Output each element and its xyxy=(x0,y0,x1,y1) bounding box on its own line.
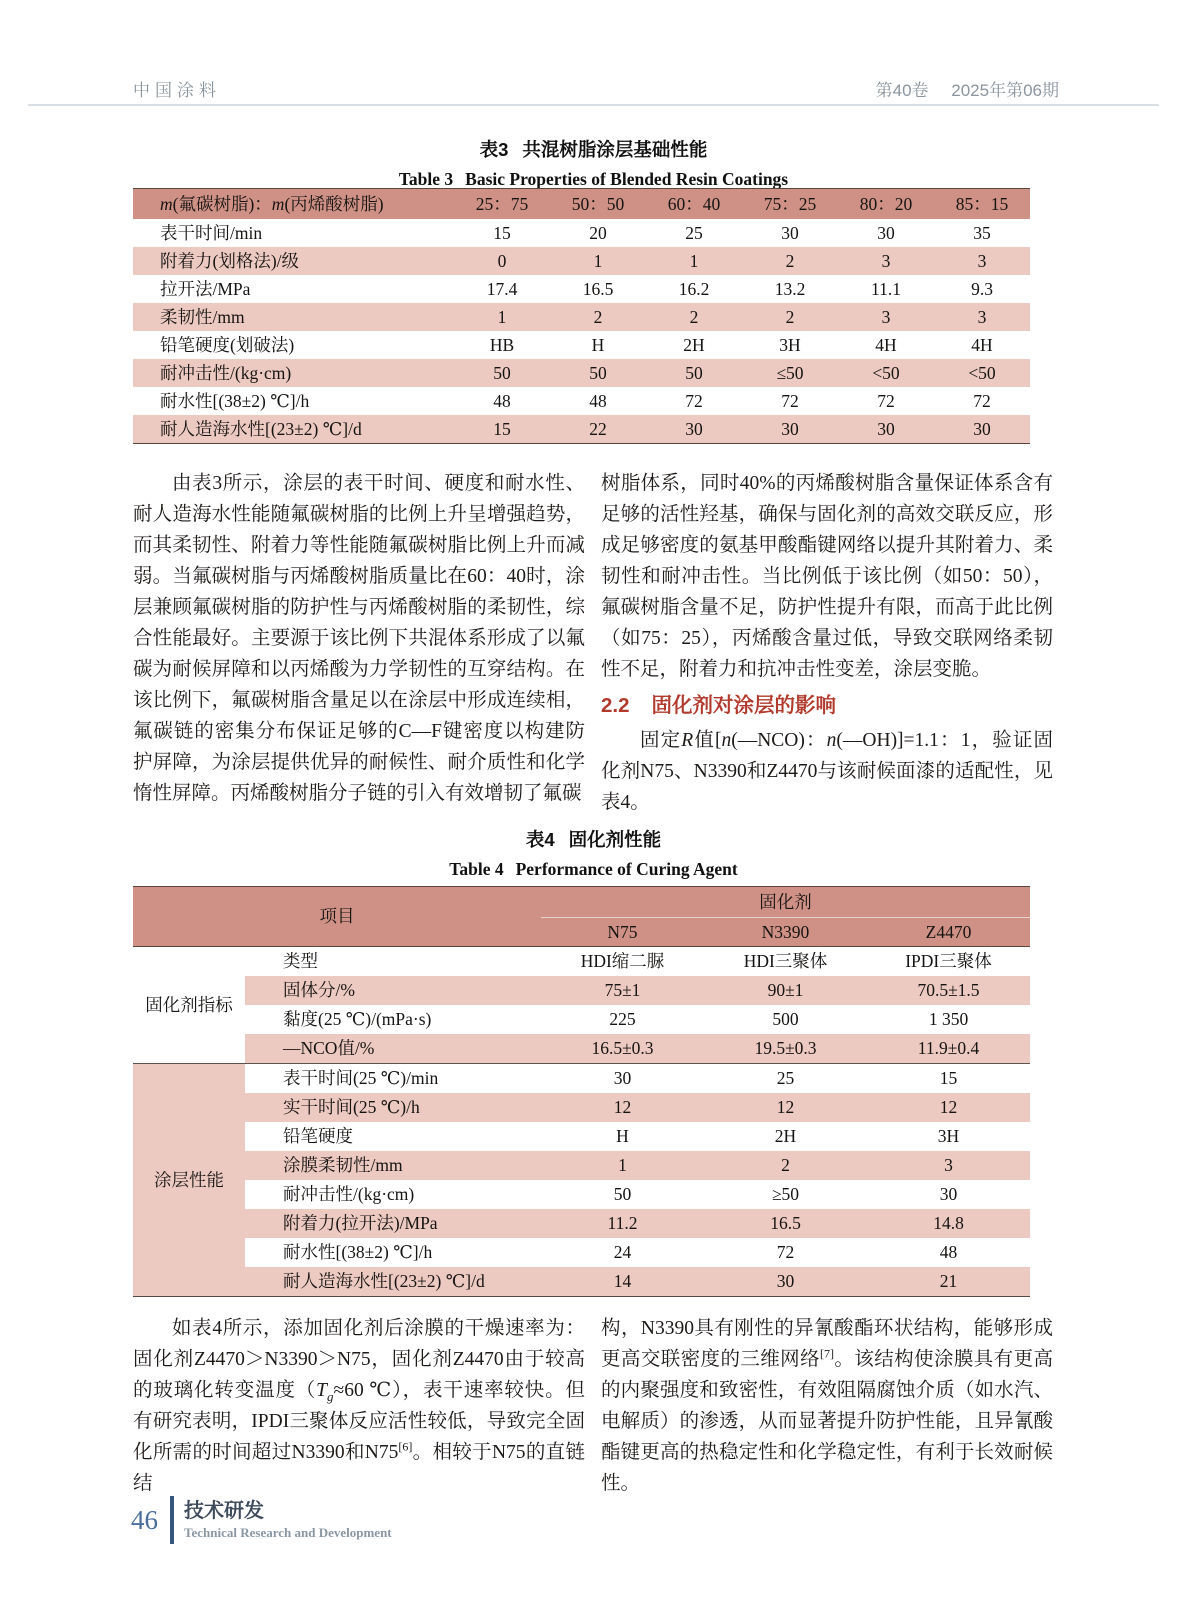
cell: 30 xyxy=(541,1064,704,1094)
right-column xyxy=(601,468,1053,818)
table-row xyxy=(133,1180,1030,1209)
cell: 16.5 xyxy=(704,1209,867,1238)
row-label: 固体分/% xyxy=(245,976,541,1005)
cell: 12 xyxy=(867,1093,1030,1122)
table3-caption xyxy=(0,136,1187,192)
cell: 25 xyxy=(704,1064,867,1094)
header-rule xyxy=(28,104,1159,106)
page-footer xyxy=(131,1496,392,1544)
cell: 15 xyxy=(867,1064,1030,1094)
cell: 2 xyxy=(689,306,699,327)
table-row xyxy=(133,331,1030,359)
ratio-header: 25：75 xyxy=(454,189,550,220)
table3-header-row xyxy=(133,189,1030,220)
cell: 20 xyxy=(589,222,607,243)
table-row xyxy=(133,1151,1030,1180)
text-run: 如表4所示，添加固化剂后涂膜的干燥速率为：固化剂Z4470＞N3390＞N75，固化剂Z4470由于较高的玻璃化转变温度（ xyxy=(133,1318,585,1401)
cell: 2 xyxy=(593,306,603,327)
text-run: 值[ xyxy=(693,730,722,751)
cell: HB xyxy=(489,334,515,355)
symbol-R: R xyxy=(681,730,694,751)
section-number: 2.2 xyxy=(601,694,630,717)
row-label: 铅笔硬度 xyxy=(245,1122,541,1151)
cell: 3 xyxy=(977,306,987,327)
cell: 2H xyxy=(704,1122,867,1151)
symbol-n: n xyxy=(826,730,837,751)
row-label: 铅笔硬度(划破法) xyxy=(160,334,295,355)
cell: 15 xyxy=(493,418,511,439)
cell: 72 xyxy=(704,1238,867,1267)
issue-info xyxy=(858,76,1059,101)
cell: 30 xyxy=(685,418,703,439)
row-label: 耐水性[(38±2) ℃]/h xyxy=(245,1238,541,1267)
reference-7: [7] xyxy=(820,1346,834,1361)
ratio-header: 80：20 xyxy=(838,189,934,220)
cell: 3 xyxy=(867,1151,1030,1180)
body-columns-2 xyxy=(133,1313,1053,1499)
header-text: (氟碳树脂)： xyxy=(172,193,272,214)
cell: 225 xyxy=(541,1005,704,1034)
cell: 4H xyxy=(875,334,897,355)
cell: 11.1 xyxy=(871,278,901,299)
cell: 1 350 xyxy=(867,1005,1030,1034)
cell: 12 xyxy=(704,1093,867,1122)
agent-header: N3390 xyxy=(704,918,867,947)
table4-caption xyxy=(0,826,1187,882)
table-row xyxy=(133,1093,1030,1122)
table-row xyxy=(133,359,1030,387)
text-run: (—NCO)： xyxy=(731,730,827,751)
table4-caption-en xyxy=(0,856,1187,882)
row-label: 附着力(拉开法)/MPa xyxy=(245,1209,541,1238)
cell: 50 xyxy=(685,362,703,383)
table-row xyxy=(133,1064,1030,1094)
footer-section xyxy=(184,1499,392,1541)
table3-caption-zh xyxy=(0,136,1187,164)
cell: 30 xyxy=(867,1180,1030,1209)
ratio-header: 50：50 xyxy=(550,189,646,220)
text-run: ≈60 ℃），表干速率较快。但有研究表明，IPDI三聚体反应活性较低，导致完全固化所需的时间超过N3390和N75 xyxy=(133,1380,585,1463)
cell: 500 xyxy=(704,1005,867,1034)
row-label: 实干时间(25 ℃)/h xyxy=(245,1093,541,1122)
footer-section-zh: 技术研发 xyxy=(184,1500,264,1522)
cell: 17.4 xyxy=(486,278,518,299)
cell: 0 xyxy=(497,250,507,271)
table-row xyxy=(133,1122,1030,1151)
paragraph: 由表3所示，涂层的表干时间、硬度和耐水性、耐人造海水性能随氟碳树脂的比例上升呈增强趋势，而其柔韧性、附着力等性能随氟碳树脂比例上升而减弱。当氟碳树脂与丙烯酸树脂质量比在60：40时，涂层兼顾氟碳树脂的防护性与丙烯酸树脂的柔韧性，综合性能最好。主要源于该比例下共混体系形成了以氟碳为耐候屏障和以丙烯酸为力学韧性的互穿结构。在该比例下，氟碳树脂含量足以在涂层中形成连续相，氟碳链的密集分布保证足够的C—F键密度以构建防护屏障，为涂层提供优异的耐候性、耐介质性和化学惰性屏障。丙烯酸树脂分子链的引入有效增韧了氟碳 xyxy=(133,473,585,804)
row-label: 类型 xyxy=(283,951,318,972)
paragraph xyxy=(601,725,1053,818)
table4-caption-zh-label: 表4 xyxy=(525,829,555,850)
ratio-header: 75：25 xyxy=(742,189,838,220)
cell: 50 xyxy=(589,362,607,383)
cell: <50 xyxy=(872,362,900,383)
journal-name: 中国涂料 xyxy=(133,81,221,100)
symbol-n: n xyxy=(721,730,732,751)
cell: 1 xyxy=(593,250,603,271)
table-row xyxy=(133,1209,1030,1238)
cell: 25 xyxy=(685,222,703,243)
table3-header-label xyxy=(133,189,454,220)
cell: 22 xyxy=(589,418,607,439)
table3-caption-zh-text: 共混树脂涂层基础性能 xyxy=(522,139,708,160)
header-text: (丙烯酸树脂) xyxy=(284,193,384,214)
cell: 48 xyxy=(493,390,511,411)
cell: ≤50 xyxy=(776,362,804,383)
cell: 30 xyxy=(877,418,895,439)
cell: 72 xyxy=(877,390,895,411)
cell: 3 xyxy=(881,306,891,327)
table-row xyxy=(133,219,1030,247)
cell: 50 xyxy=(541,1180,704,1209)
cell: 30 xyxy=(877,222,895,243)
cell: 30 xyxy=(781,418,799,439)
table-row xyxy=(133,1238,1030,1267)
cell: 3 xyxy=(977,250,987,271)
cell: 16.5±0.3 xyxy=(541,1034,704,1064)
items-header: 项目 xyxy=(133,887,541,947)
footer-section-en: Technical Research and Development xyxy=(184,1525,392,1540)
running-head xyxy=(133,76,1059,101)
cell: 90±1 xyxy=(704,976,867,1005)
agent-header: Z4470 xyxy=(867,918,1030,947)
cell: 75±1 xyxy=(541,976,704,1005)
cell: 2H xyxy=(683,334,705,355)
table-row xyxy=(133,415,1030,444)
symbol-m: m xyxy=(271,193,285,214)
ratio-header: 85：15 xyxy=(934,189,1030,220)
cell: 19.5±0.3 xyxy=(704,1034,867,1064)
row-label: 耐水性[(38±2) ℃]/h xyxy=(160,390,310,411)
cell: 30 xyxy=(781,222,799,243)
paragraph xyxy=(133,1313,585,1499)
cell: 11.9±0.4 xyxy=(867,1034,1030,1064)
table-row xyxy=(133,976,1030,1005)
text-run: 。相较于N75的直链结 xyxy=(133,1442,585,1494)
cell: 1 xyxy=(541,1151,704,1180)
cell: 21 xyxy=(867,1267,1030,1297)
cell: 2 xyxy=(785,250,795,271)
row-label: 表干时间/min xyxy=(160,222,263,243)
footer-divider-bar xyxy=(170,1496,174,1544)
table4-caption-en-label: Table 4 xyxy=(449,858,504,879)
table-row xyxy=(133,275,1030,303)
cell: 48 xyxy=(589,390,607,411)
cell: IPDI三聚体 xyxy=(905,951,992,972)
curing-agent-header: 固化剂 xyxy=(541,887,1030,918)
table-row xyxy=(133,947,1030,977)
cell: 14.8 xyxy=(867,1209,1030,1238)
table-row xyxy=(133,387,1030,415)
paragraph: 树脂体系，同时40%的丙烯酸树脂含量保证体系含有足够的活性羟基，确保与固化剂的高效交联反应，形成足够密度的氨基甲酸酯键网络以提升其附着力、柔韧性和耐冲击性。当比例低于该比例（如50：50），氟碳树脂含量不足，防护性提升有限，而高于此比例（如75：25），丙烯酸含量过低，导致交联网络柔韧性不足，附着力和抗冲击性变差，涂层变脆。 xyxy=(601,473,1053,680)
cell: 72 xyxy=(973,390,991,411)
cell: 30 xyxy=(973,418,991,439)
right-column xyxy=(601,1313,1053,1499)
page-number: 46 xyxy=(131,1504,158,1535)
cell: 24 xyxy=(541,1238,704,1267)
cell: 72 xyxy=(781,390,799,411)
cell: 3H xyxy=(867,1122,1030,1151)
cell: 72 xyxy=(685,390,703,411)
text-run: (—OH)]=1.1：1，验证固化剂N75、N3390和Z4470与该耐候面漆的适配性，见表4。 xyxy=(601,730,1053,813)
cell: 13.2 xyxy=(774,278,806,299)
cell: 2 xyxy=(704,1151,867,1180)
table-row xyxy=(133,247,1030,275)
left-column xyxy=(133,1313,585,1499)
cell: 16.5 xyxy=(582,278,614,299)
paragraph xyxy=(601,1313,1053,1499)
body-columns-1 xyxy=(133,468,1053,818)
text-run: 构，N3390具有刚性的异氰酸酯环状结构，能够形成更高交联密度的三维网络 xyxy=(601,1318,1053,1370)
cell: 50 xyxy=(493,362,511,383)
cell: ≥50 xyxy=(704,1180,867,1209)
row-label: 耐人造海水性[(23±2) ℃]/d xyxy=(245,1267,541,1297)
row-label: 耐人造海水性[(23±2) ℃]/d xyxy=(160,418,362,439)
cell: H xyxy=(591,334,605,355)
subscript-g: g xyxy=(327,1388,334,1404)
volume-label: 第40卷 xyxy=(875,81,929,100)
cell: 4H xyxy=(971,334,993,355)
cell: 1 xyxy=(497,306,507,327)
cell: 30 xyxy=(704,1267,867,1297)
table3 xyxy=(133,188,1030,444)
row-label: 柔韧性/mm xyxy=(160,306,245,327)
row-label: 涂膜柔韧性/mm xyxy=(245,1151,541,1180)
row-label: 拉开法/MPa xyxy=(160,278,251,299)
row-label: —NCO值/% xyxy=(245,1034,541,1064)
group-label: 涂层性能 xyxy=(133,1064,245,1297)
row-label: 耐冲击性/(kg·cm) xyxy=(160,362,292,383)
cell: 1 xyxy=(689,250,699,271)
section-heading-2-2 xyxy=(601,690,1053,721)
cell: 35 xyxy=(973,222,991,243)
table-row xyxy=(133,1267,1030,1297)
row-label: 表干时间(25 ℃)/min xyxy=(245,1064,541,1094)
symbol-T: T xyxy=(316,1380,327,1401)
cell: 16.2 xyxy=(678,278,710,299)
table3-caption-en-text: Basic Properties of Blended Resin Coatings xyxy=(465,168,789,189)
table4 xyxy=(133,886,1030,1297)
symbol-m: m xyxy=(160,193,173,214)
row-label: 耐冲击性/(kg·cm) xyxy=(245,1180,541,1209)
cell: 11.2 xyxy=(541,1209,704,1238)
cell: 70.5±1.5 xyxy=(867,976,1030,1005)
row-label: 附着力(划格法)/级 xyxy=(160,250,300,271)
cell: 3H xyxy=(779,334,801,355)
row-label: 黏度(25 ℃)/(mPa·s) xyxy=(245,1005,541,1034)
cell: H xyxy=(541,1122,704,1151)
table4-caption-en-text: Performance of Curing Agent xyxy=(515,858,738,879)
table4-caption-zh-text: 固化剂性能 xyxy=(568,829,662,850)
cell: HDI缩二脲 xyxy=(580,951,665,972)
ratio-header: 60：40 xyxy=(646,189,742,220)
section-title: 固化剂对涂层的影响 xyxy=(651,694,836,717)
agent-header: N75 xyxy=(541,918,704,947)
group-label: 固化剂指标 xyxy=(133,947,245,1064)
cell: 12 xyxy=(541,1093,704,1122)
table3-caption-en-label: Table 3 xyxy=(398,168,454,189)
table4-caption-zh xyxy=(0,826,1187,854)
reference-6: [6] xyxy=(398,1439,413,1454)
table-row xyxy=(133,1034,1030,1064)
cell: 15 xyxy=(493,222,511,243)
cell: 48 xyxy=(867,1238,1030,1267)
table-row xyxy=(133,1005,1030,1034)
cell: 3 xyxy=(881,250,891,271)
table-row xyxy=(133,303,1030,331)
table3-caption-zh-label: 表3 xyxy=(479,139,509,160)
text-run: 。该结构使涂膜具有更高的内聚强度和致密性，有效阻隔腐蚀介质（如水汽、电解质）的渗透，从而显著提升防护性能，且异氰酸酯键更高的热稳定性和化学稳定性，有利于长效耐候性。 xyxy=(601,1349,1053,1494)
text-run: 固定 xyxy=(640,730,682,751)
cell: 2 xyxy=(785,306,795,327)
table4-header-row-1 xyxy=(133,887,1030,918)
cell: HDI三聚体 xyxy=(743,951,828,972)
cell: 9.3 xyxy=(971,278,993,299)
cell: <50 xyxy=(968,362,996,383)
left-column xyxy=(133,468,585,818)
issue-label: 2025年第06期 xyxy=(951,81,1059,100)
cell: 14 xyxy=(541,1267,704,1297)
